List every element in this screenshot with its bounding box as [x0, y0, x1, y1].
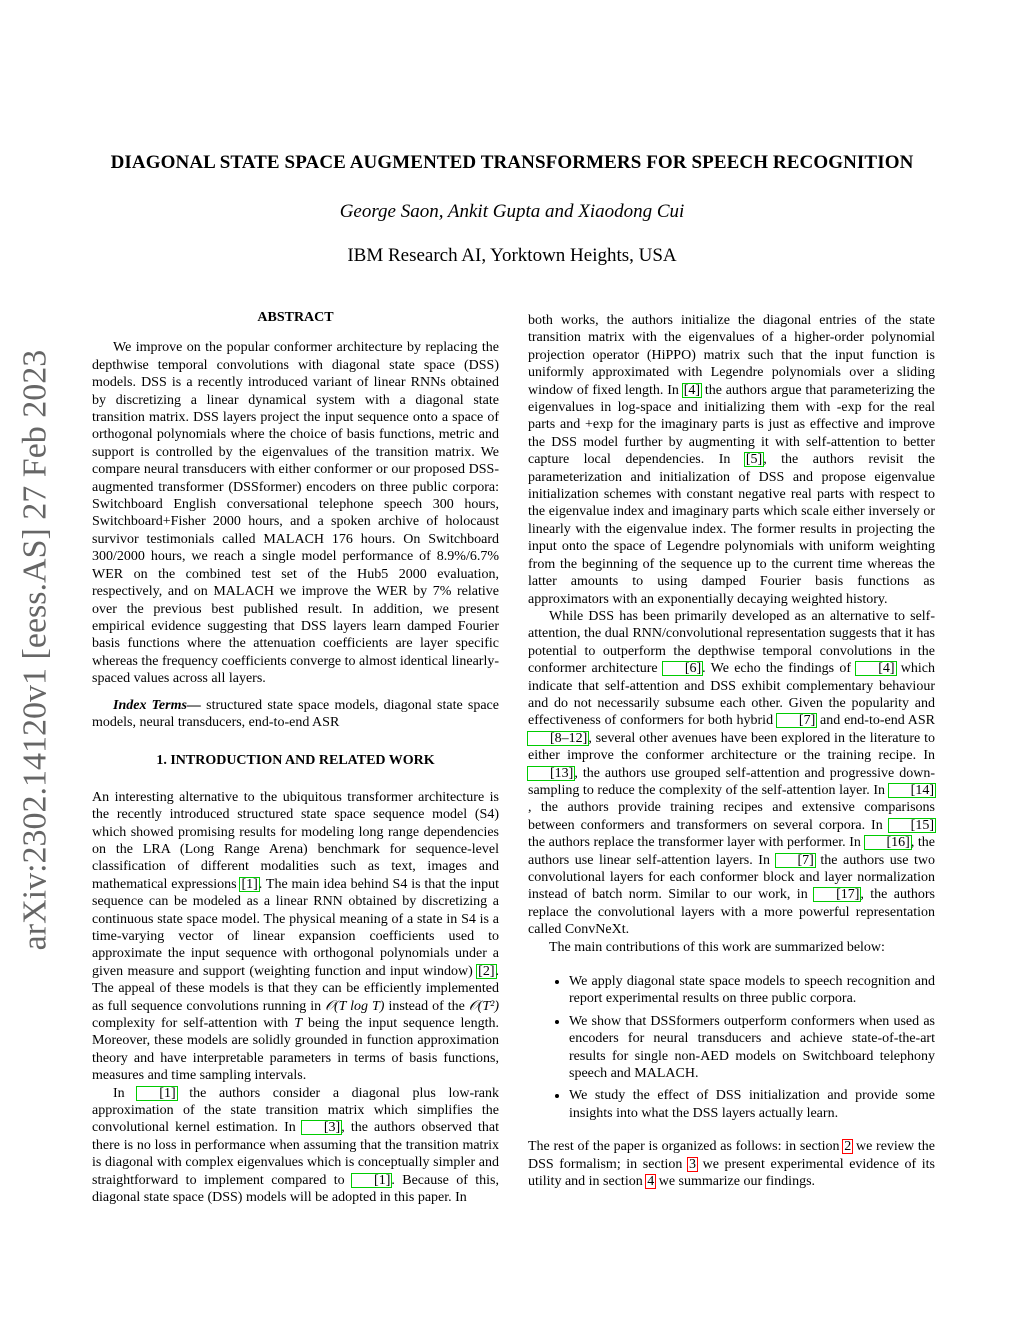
citation-link[interactable]: [4]: [683, 382, 701, 398]
citation-link[interactable]: [1]: [137, 1087, 176, 1100]
citation-link[interactable]: [13]: [528, 767, 574, 780]
text-run: In: [113, 1085, 138, 1101]
intro-paragraph-6: [528, 1138, 935, 1190]
citation-link[interactable]: [4]: [856, 662, 895, 675]
text-run: the authors use two convolutional layers for each conformer block and layer normalization instead of batch norm. Similar to our work, in: [528, 852, 936, 903]
left-column: [92, 309, 499, 1207]
affiliation: IBM Research AI, Yorktown Heights, USA: [347, 245, 677, 266]
text-run: being the input sequence length. Moreover, these models are solidly grounded in function approximation theory and have interpretable parameters in terms of basis functions, measures and time sampling intervals.: [92, 1016, 499, 1084]
section-link[interactable]: 4: [647, 1174, 655, 1190]
text-run: , the authors use grouped self-attention and progressive down-sampling to reduce the complexity of the self-attention layer. In: [528, 765, 935, 798]
text-run: . The appeal of these models is that they can be efficiently implemented as full sequence convolutions running in: [92, 963, 499, 1014]
text-run: While DSS has been primarily developed as an alternative to self-attention, the dual RNN/convolutional representation suggests that it has potential to outperform the depthwise temporal convolutions in the conformer architecture: [528, 608, 935, 677]
intro-heading: 1. INTRODUCTION AND RELATED WORK: [156, 753, 435, 769]
citation-link[interactable]: [1]: [241, 876, 258, 892]
text-run: . We echo the findings of: [702, 661, 857, 677]
intro-paragraph-5: The main contributions of this work are summarized below:: [549, 939, 885, 955]
text-run: An interesting alternative to the ubiquitous transformer architecture is the recently introduced structured state space sequence model (S4) which showed promising results for modeling long range dependencies on the LRA (Long Range Arena) benchmark for sequence-level classification of different modalities such as text, images and mathematical expressions: [92, 789, 499, 892]
text-run: . Because of this, diagonal state space (DSS) models will be adopted in this paper. In: [92, 1172, 500, 1206]
abstract-text: We improve on the popular conformer architecture by replacing the depthwise temporal convolutions with diagonal state space (DSS) models. DSS is a recently introduced variant of linear RNNs obtained by discretizing a linear dynamical system with a diagonal state transition matrix. DSS layers project the input sequence onto a space of orthogonal polynomials where the choice of basis functions, metric and support is controlled by the eigenvalues of the transition matrix. We compare neural transducers with either conformer or our proposed DSS-augmented transformer (DSSformer) encoders on three public corpora: Switchboard English conversational telephone speech 300 hours, Switchboard+Fisher 2000 hours, and a spoken archive of holocaust survivor testimonials called MALACH 176 hours. On Switchboard 300/2000 hours, we reach a single model performance of 8.9%/6.7% WER on the combined test set of the Hub5 2000 evaluation, respectively, and on MALACH we improve the WER by 7% relative over the previous best published result. In addition, we present empirical evidence suggesting that DSS layers learn damped Fourier basis functions where the attenuation coefficients are layer specific whereas the frequency coefficients converge to almost identical linearly-spaced values across all layers.: [92, 340, 499, 687]
right-column: [528, 312, 935, 1191]
math-expression: T: [294, 1016, 303, 1032]
text-run: complexity for self-attention with: [92, 1016, 295, 1032]
abstract-heading: ABSTRACT: [257, 310, 334, 325]
text-run: instead of the: [384, 998, 469, 1014]
text-run: , several other avenues have been explored in the literature to either improve the conformer architecture or the training recipe. In: [528, 730, 935, 764]
text-run: , the authors replace the convolutional layers with a more powerful representation called ConvNeXt.: [528, 887, 935, 938]
text-run: we present experimental evidence of its utility and in section: [528, 1156, 935, 1190]
citation-link[interactable]: [6]: [663, 662, 702, 675]
section-link[interactable]: 3: [689, 1156, 697, 1172]
text-run: The rest of the paper is organized as follows: in section: [528, 1139, 844, 1155]
intro-paragraph-4: [528, 608, 935, 939]
citation-link[interactable]: [3]: [302, 1121, 341, 1134]
list-item: • We show that DSSformers outperform conformers when used as encoders for neural transducers and achieve state-of-the-art results for single non-AED models on Switchboard telephony speech and MALACH.: [569, 1013, 935, 1083]
text-run: which indicate that self-attention and DSS exhibit complementary behaviour and do not necessarily subsume each other. Given the popularity and effectiveness of conformers for both hybrid: [528, 661, 935, 729]
text-run: . The main idea behind S4 is that the input sequence can be modeled as a linear RNN obtained by discretizing a continuous state space model. The physical meaning of a state in S4 is a time-varying vector of linear expansion coefficients used to approximate the input sequence with orthogonal polynomials under a given measure and support (weighting function and input window): [92, 876, 499, 979]
arxiv-identifier-text: arXiv:2302.14120v1 [eess.AS] 27 Feb 2023: [16, 349, 53, 951]
citation-link[interactable]: [17]: [814, 888, 860, 901]
paper-title: DIAGONAL STATE SPACE AUGMENTED TRANSFORMERS FOR SPEECH RECOGNITION: [110, 152, 914, 173]
text-run: the authors replace the transformer layer with performer. In: [528, 835, 865, 851]
citation-link[interactable]: [16]: [865, 836, 911, 849]
citation-link[interactable]: [1]: [352, 1174, 391, 1187]
author-list: George Saon, Ankit Gupta and Xiaodong Cui: [339, 201, 685, 222]
text-run: the authors argue that parameterizing the eigenvalues in log-space and initializing them with -exp for the real parts and +exp for the imaginary parts is just as effective and improve the DSS model further by augmenting it with self-attention to better capture local dependencies. In: [528, 382, 935, 468]
citation-link[interactable]: [7]: [776, 854, 815, 867]
citation-link[interactable]: [5]: [745, 452, 763, 468]
text-run: the authors consider a diagonal plus low-rank approximation of the state transition matrix which simplifies the convolutional kernel estimation. In: [92, 1085, 499, 1136]
citation-link[interactable]: [8–12]: [528, 732, 588, 745]
intro-paragraph-3: [528, 312, 935, 608]
citation-link[interactable]: [14]: [889, 784, 935, 797]
section-link[interactable]: 2: [844, 1139, 852, 1155]
text-run: , the authors observed that there is no loss in performance when assuming that the transition matrix is diagonal with complex eigenvalues which is conceptually simpler and straightforward to implement compared to: [92, 1120, 499, 1188]
list-item: • We apply diagonal state space models to speech recognition and report experimental results on three public corpora.: [569, 973, 935, 1008]
citation-link[interactable]: [15]: [889, 819, 935, 832]
citation-link[interactable]: [7]: [777, 714, 816, 727]
text-run: both works, the authors initialize the diagonal entries of the state transition matrix with the eigenvalues of a higher-order polynomial projection operator (HiPPO) matrix such that the input function is uniformly approximated with Legendre polynomials over a sliding window of fixed length. In: [528, 313, 935, 398]
text-run: we summarize our findings.: [655, 1174, 816, 1190]
text-run: we review the DSS formalism; in section: [528, 1139, 935, 1172]
text-run: , the authors use linear self-attention layers. In: [528, 835, 936, 868]
text-run: , the authors provide training recipes and extensive comparisons between conformers and transformers on several corpora. In: [528, 800, 935, 833]
text-run: and end-to-end ASR: [816, 713, 935, 729]
contributions-list: [528, 973, 935, 1122]
math-expression: 𝒪(T log T): [325, 998, 385, 1014]
text-run: , the authors revisit the parameterization and initialization of DSS and propose eigenvalue initialization schemes with constant negative real parts with respect to the eigenvalue index and imaginary parts which scale either inversely or linearly with the eigenvalue index. The former results in projecting the input onto the space of Legendre polynomials with uniform weighting from the beginning of the sequence up to the current time whereas the latter amounts to using damped Fourier basis functions as approximators with an exponentially decaying weighted history.: [528, 452, 935, 607]
intro-paragraph-2: [92, 1085, 499, 1207]
citation-link[interactable]: [2]: [478, 963, 495, 979]
arxiv-identifier: [5, 345, 65, 955]
intro-paragraph-1: [92, 789, 499, 1085]
index-terms: [92, 697, 499, 732]
index-terms-label: Index Terms—: [113, 697, 201, 713]
index-terms-text: structured state space models, diagonal state space models, neural transducers, end-to-end ASR: [92, 697, 499, 730]
math-expression: 𝒪(T²): [468, 998, 499, 1014]
list-item: • We study the effect of DSS initialization and provide some insights into what the DSS layers actually learn.: [569, 1087, 935, 1122]
